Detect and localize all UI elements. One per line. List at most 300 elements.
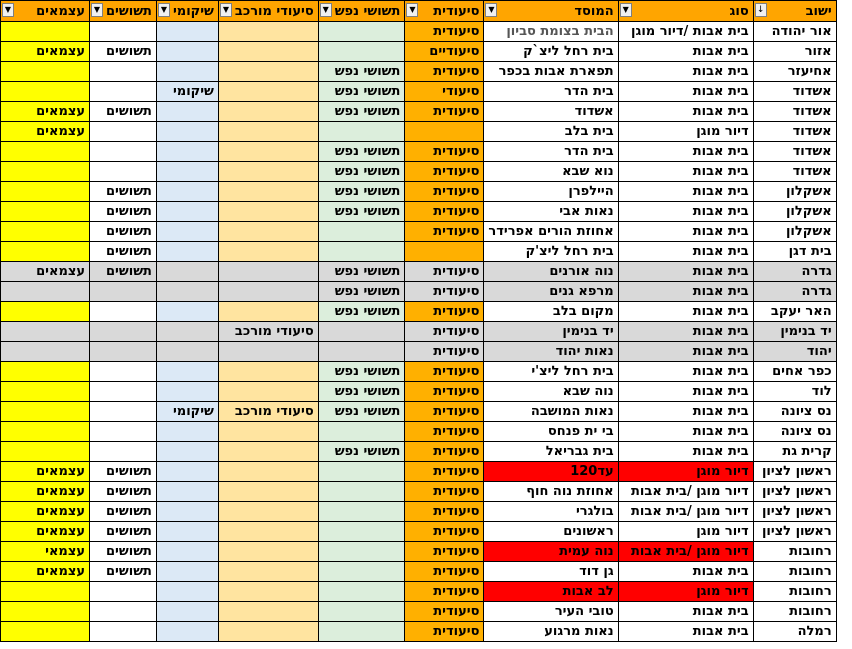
cell-comp[interactable] [218, 542, 318, 562]
cell-name[interactable]: נוה שבא [484, 382, 618, 402]
cell-ind[interactable]: סיעודית [405, 382, 484, 402]
cell-name[interactable]: לב אבות [484, 582, 618, 602]
cell-ind[interactable]: סיעודית [405, 462, 484, 482]
cell-city[interactable]: רחובות [753, 602, 836, 622]
cell-comp[interactable] [218, 202, 318, 222]
cell-type[interactable]: דיור מוגן [618, 122, 753, 142]
cell-comp[interactable] [218, 262, 318, 282]
table-row [1, 522, 837, 542]
cell-tesh[interactable] [90, 302, 157, 322]
cell-rehab[interactable]: שיקומי [156, 402, 218, 422]
cell-psy[interactable]: תשושי נפש [318, 182, 405, 202]
cell-rehab[interactable] [156, 162, 218, 182]
cell-psy[interactable] [318, 42, 405, 62]
cell-psy[interactable] [318, 462, 405, 482]
filter-dropdown-icon[interactable]: ▼ [220, 3, 232, 17]
cell-comp[interactable] [218, 182, 318, 202]
cell-city[interactable]: יהוד [753, 342, 836, 362]
cell-psy[interactable] [318, 322, 405, 342]
cell-comp[interactable] [218, 222, 318, 242]
cell-ind2[interactable] [1, 62, 90, 82]
cell-rehab[interactable] [156, 462, 218, 482]
column-header-5[interactable] [218, 1, 318, 22]
cell-ind2[interactable] [1, 22, 90, 42]
cell-rehab[interactable] [156, 522, 218, 542]
cell-tesh[interactable] [90, 162, 157, 182]
cell-city[interactable]: אשקלון [753, 202, 836, 222]
cell-tesh[interactable] [90, 382, 157, 402]
cell-city[interactable]: רמלה [753, 622, 836, 642]
cell-ind2[interactable]: עצמאים [1, 502, 90, 522]
cell-type[interactable]: בית אבות [618, 302, 753, 322]
cell-type[interactable]: בית אבות [618, 162, 753, 182]
cell-type[interactable]: בית אבות [618, 62, 753, 82]
cell-tesh[interactable] [90, 62, 157, 82]
cell-ind2[interactable]: עצמאים [1, 562, 90, 582]
cell-psy[interactable] [318, 342, 405, 362]
cell-psy[interactable]: תשושי נפש [318, 402, 405, 422]
cell-psy[interactable] [318, 582, 405, 602]
column-header-4[interactable] [318, 1, 405, 22]
cell-ind[interactable]: סיעודית [405, 262, 484, 282]
cell-rehab[interactable] [156, 22, 218, 42]
cell-ind[interactable]: סיעודית [405, 102, 484, 122]
cell-comp[interactable] [218, 362, 318, 382]
cell-city[interactable]: רחובות [753, 582, 836, 602]
cell-name[interactable]: נאות המושבה [484, 402, 618, 422]
cell-type[interactable]: דיור מוגן /בית אבות [618, 502, 753, 522]
cell-ind[interactable]: סיעודית [405, 222, 484, 242]
cell-comp[interactable] [218, 582, 318, 602]
filter-dropdown-icon[interactable]: ▼ [91, 3, 103, 17]
cell-name[interactable]: נאות מרגוע [484, 622, 618, 642]
cell-name[interactable]: נאות אבי [484, 202, 618, 222]
cell-type[interactable]: בית אבות [618, 182, 753, 202]
cell-ind2[interactable] [1, 182, 90, 202]
cell-name[interactable]: הבית בצומת סביון [484, 22, 618, 42]
cell-tesh[interactable]: תשושים [90, 262, 157, 282]
cell-tesh[interactable]: תשושים [90, 482, 157, 502]
cell-type[interactable]: בית אבות [618, 622, 753, 642]
cell-ind[interactable]: סיעודית [405, 362, 484, 382]
cell-rehab[interactable] [156, 582, 218, 602]
cell-ind[interactable]: סיעודית [405, 522, 484, 542]
cell-ind[interactable] [405, 122, 484, 142]
cell-tesh[interactable] [90, 442, 157, 462]
cell-comp[interactable] [218, 342, 318, 362]
cell-tesh[interactable]: תשושים [90, 462, 157, 482]
cell-ind[interactable]: סיעודי [405, 82, 484, 102]
cell-name[interactable]: בי ית פנחס [484, 422, 618, 442]
cell-name[interactable]: נוא שבא [484, 162, 618, 182]
cell-rehab[interactable] [156, 342, 218, 362]
cell-rehab[interactable] [156, 382, 218, 402]
cell-tesh[interactable] [90, 322, 157, 342]
cell-tesh[interactable]: תשושים [90, 242, 157, 262]
cell-ind2[interactable] [1, 302, 90, 322]
cell-ind2[interactable] [1, 82, 90, 102]
cell-psy[interactable]: תשושי נפש [318, 362, 405, 382]
cell-rehab[interactable] [156, 122, 218, 142]
cell-psy[interactable] [318, 482, 405, 502]
cell-ind2[interactable] [1, 282, 90, 302]
cell-type[interactable]: בית אבות [618, 562, 753, 582]
cell-tesh[interactable]: תשושים [90, 542, 157, 562]
cell-city[interactable]: אשדוד [753, 142, 836, 162]
cell-tesh[interactable] [90, 142, 157, 162]
cell-rehab[interactable] [156, 102, 218, 122]
cell-ind2[interactable] [1, 402, 90, 422]
cell-rehab[interactable] [156, 422, 218, 442]
cell-comp[interactable] [218, 22, 318, 42]
cell-comp[interactable] [218, 422, 318, 442]
cell-ind[interactable]: סיעודית [405, 622, 484, 642]
cell-comp[interactable]: סיעודי מורכב [218, 402, 318, 422]
cell-psy[interactable] [318, 522, 405, 542]
cell-rehab[interactable] [156, 202, 218, 222]
column-header-2[interactable] [484, 1, 618, 22]
cell-name[interactable]: נוה אורנים [484, 262, 618, 282]
cell-tesh[interactable]: תשושים [90, 222, 157, 242]
cell-city[interactable]: ראשון לציון [753, 462, 836, 482]
cell-comp[interactable] [218, 382, 318, 402]
cell-comp[interactable] [218, 442, 318, 462]
cell-rehab[interactable] [156, 222, 218, 242]
cell-ind2[interactable]: עצמאים [1, 482, 90, 502]
cell-tesh[interactable]: תשושים [90, 562, 157, 582]
cell-name[interactable]: בית הדר [484, 142, 618, 162]
cell-tesh[interactable]: תשושים [90, 202, 157, 222]
cell-rehab[interactable] [156, 182, 218, 202]
cell-rehab[interactable] [156, 442, 218, 462]
cell-psy[interactable]: תשושי נפש [318, 202, 405, 222]
cell-rehab[interactable] [156, 542, 218, 562]
cell-name[interactable]: תפארת אבות בכפר [484, 62, 618, 82]
cell-comp[interactable] [218, 42, 318, 62]
cell-ind[interactable]: סיעודית [405, 442, 484, 462]
cell-name[interactable]: בית גבריאל [484, 442, 618, 462]
cell-city[interactable]: לוד [753, 382, 836, 402]
cell-comp[interactable] [218, 462, 318, 482]
cell-comp[interactable] [218, 302, 318, 322]
cell-type[interactable]: בית אבות [618, 282, 753, 302]
cell-rehab[interactable] [156, 362, 218, 382]
cell-psy[interactable]: תשושי נפש [318, 102, 405, 122]
cell-ind[interactable]: סיעודית [405, 162, 484, 182]
cell-ind[interactable]: סיעודית [405, 22, 484, 42]
cell-ind2[interactable] [1, 162, 90, 182]
cell-comp[interactable] [218, 162, 318, 182]
cell-ind[interactable]: סיעודית [405, 202, 484, 222]
filter-dropdown-icon[interactable]: ▼ [485, 3, 497, 17]
cell-comp[interactable] [218, 82, 318, 102]
cell-ind2[interactable] [1, 342, 90, 362]
cell-tesh[interactable]: תשושים [90, 182, 157, 202]
cell-tesh[interactable] [90, 342, 157, 362]
cell-ind[interactable]: סיעודית [405, 182, 484, 202]
cell-name[interactable]: היילפרן [484, 182, 618, 202]
cell-city[interactable]: ראשון לציון [753, 522, 836, 542]
cell-type[interactable]: בית אבות [618, 42, 753, 62]
cell-type[interactable]: דיור מוגן [618, 462, 753, 482]
cell-ind[interactable]: סיעודית [405, 482, 484, 502]
cell-comp[interactable] [218, 562, 318, 582]
sort-filter-icon[interactable]: ↓ [755, 3, 767, 17]
cell-type[interactable]: בית אבות [618, 142, 753, 162]
cell-name[interactable]: יד בנימין [484, 322, 618, 342]
cell-rehab[interactable] [156, 262, 218, 282]
cell-tesh[interactable] [90, 422, 157, 442]
cell-psy[interactable] [318, 562, 405, 582]
cell-city[interactable]: אשדוד [753, 162, 836, 182]
cell-psy[interactable]: תשושי נפש [318, 382, 405, 402]
cell-comp[interactable] [218, 142, 318, 162]
cell-rehab[interactable] [156, 502, 218, 522]
cell-type[interactable]: בית אבות /דיור מוגן [618, 22, 753, 42]
cell-ind2[interactable]: עצמאים [1, 522, 90, 542]
cell-city[interactable]: גדרה [753, 282, 836, 302]
cell-type[interactable]: דיור מוגן /בית אבות [618, 482, 753, 502]
cell-city[interactable]: יד בנימין [753, 322, 836, 342]
filter-dropdown-icon[interactable]: ▼ [620, 3, 632, 17]
cell-ind[interactable]: סיעודית [405, 402, 484, 422]
cell-type[interactable]: דיור מוגן [618, 522, 753, 542]
cell-city[interactable]: אחיעזר [753, 62, 836, 82]
cell-comp[interactable] [218, 622, 318, 642]
cell-ind2[interactable] [1, 582, 90, 602]
cell-type[interactable]: בית אבות [618, 402, 753, 422]
cell-ind2[interactable]: עצמאים [1, 42, 90, 62]
cell-rehab[interactable] [156, 562, 218, 582]
column-header-3[interactable] [405, 1, 484, 22]
cell-city[interactable]: נס ציונה [753, 422, 836, 442]
cell-psy[interactable]: תשושי נפש [318, 262, 405, 282]
cell-ind2[interactable]: עצמאי [1, 542, 90, 562]
cell-tesh[interactable] [90, 122, 157, 142]
cell-name[interactable]: בולגרי [484, 502, 618, 522]
cell-type[interactable]: דיור מוגן /בית אבות [618, 542, 753, 562]
cell-rehab[interactable]: שיקומי [156, 82, 218, 102]
column-header-6[interactable] [156, 1, 218, 22]
table-row [1, 242, 837, 262]
column-header-0[interactable] [753, 1, 836, 22]
cell-name[interactable]: בית רחל ליצ'ק [484, 242, 618, 262]
cell-ind[interactable]: סיעודית [405, 602, 484, 622]
cell-city[interactable]: רחובות [753, 542, 836, 562]
cell-psy[interactable]: תשושי נפש [318, 162, 405, 182]
cell-name[interactable]: ראשונים [484, 522, 618, 542]
cell-psy[interactable] [318, 22, 405, 42]
cell-ind2[interactable]: עצמאים [1, 122, 90, 142]
cell-name[interactable]: עד120 [484, 462, 618, 482]
cell-psy[interactable] [318, 422, 405, 442]
cell-comp[interactable] [218, 282, 318, 302]
cell-ind[interactable] [405, 242, 484, 262]
cell-city[interactable]: ראשון לציון [753, 482, 836, 502]
cell-city[interactable]: אזור [753, 42, 836, 62]
cell-ind2[interactable] [1, 622, 90, 642]
cell-rehab[interactable] [156, 482, 218, 502]
cell-tesh[interactable] [90, 582, 157, 602]
cell-name[interactable]: נאות יהוד [484, 342, 618, 362]
cell-tesh[interactable] [90, 282, 157, 302]
cell-ind[interactable]: סיעודית [405, 282, 484, 302]
cell-psy[interactable] [318, 242, 405, 262]
cell-ind2[interactable]: עצמאים [1, 462, 90, 482]
cell-name[interactable]: נוה עמית [484, 542, 618, 562]
cell-rehab[interactable] [156, 602, 218, 622]
cell-ind2[interactable] [1, 442, 90, 462]
cell-ind2[interactable] [1, 222, 90, 242]
filter-dropdown-icon[interactable]: ▼ [406, 3, 418, 17]
filter-dropdown-icon[interactable]: ▼ [2, 3, 14, 17]
cell-city[interactable]: אשקלון [753, 182, 836, 202]
cell-type[interactable]: בית אבות [618, 602, 753, 622]
cell-city[interactable]: נס ציונה [753, 402, 836, 422]
cell-tesh[interactable] [90, 602, 157, 622]
cell-rehab[interactable] [156, 622, 218, 642]
cell-ind2[interactable] [1, 362, 90, 382]
cell-ind2[interactable] [1, 382, 90, 402]
cell-psy[interactable]: תשושי נפש [318, 142, 405, 162]
cell-ind2[interactable] [1, 322, 90, 342]
cell-city[interactable]: האר יעקב [753, 302, 836, 322]
cell-name[interactable]: אחוזת הורים אפרידר [484, 222, 618, 242]
cell-ind2[interactable] [1, 602, 90, 622]
cell-comp[interactable] [218, 122, 318, 142]
cell-name[interactable]: בית רחל ליצ`ק [484, 42, 618, 62]
cell-psy[interactable] [318, 602, 405, 622]
cell-city[interactable]: כפר אחים [753, 362, 836, 382]
cell-comp[interactable]: סיעודי מורכב [218, 322, 318, 342]
cell-type[interactable]: בית אבות [618, 322, 753, 342]
cell-comp[interactable] [218, 502, 318, 522]
filter-dropdown-icon[interactable]: ▼ [320, 3, 332, 17]
cell-type[interactable]: בית אבות [618, 202, 753, 222]
cell-tesh[interactable] [90, 402, 157, 422]
cell-city[interactable]: רחובות [753, 562, 836, 582]
cell-psy[interactable] [318, 502, 405, 522]
cell-ind2[interactable]: עצמאים [1, 102, 90, 122]
cell-tesh[interactable] [90, 82, 157, 102]
cell-city[interactable]: אשדוד [753, 102, 836, 122]
cell-type[interactable]: בית אבות [618, 422, 753, 442]
cell-psy[interactable]: תשושי נפש [318, 82, 405, 102]
cell-comp[interactable] [218, 522, 318, 542]
cell-tesh[interactable] [90, 622, 157, 642]
cell-tesh[interactable]: תשושים [90, 502, 157, 522]
cell-ind2[interactable] [1, 202, 90, 222]
cell-name[interactable]: טובי העיר [484, 602, 618, 622]
cell-psy[interactable]: תשושי נפש [318, 302, 405, 322]
cell-type[interactable]: בית אבות [618, 82, 753, 102]
cell-tesh[interactable] [90, 362, 157, 382]
cell-city[interactable]: אשקלון [753, 222, 836, 242]
cell-ind[interactable]: סיעודית [405, 542, 484, 562]
cell-name[interactable]: מקום בלב [484, 302, 618, 322]
filter-dropdown-icon[interactable]: ▼ [158, 3, 170, 17]
cell-city[interactable]: אור יהודה [753, 22, 836, 42]
cell-ind2[interactable] [1, 242, 90, 262]
cell-type[interactable]: בית אבות [618, 242, 753, 262]
cell-type[interactable]: דיור מוגן [618, 582, 753, 602]
cell-name[interactable]: גן דוד [484, 562, 618, 582]
cell-ind[interactable]: סיעודית [405, 62, 484, 82]
cell-type[interactable]: בית אבות [618, 102, 753, 122]
cell-rehab[interactable] [156, 322, 218, 342]
cell-rehab[interactable] [156, 62, 218, 82]
cell-rehab[interactable] [156, 302, 218, 322]
cell-psy[interactable]: תשושי נפש [318, 62, 405, 82]
cell-city[interactable]: ראשון לציון [753, 502, 836, 522]
cell-tesh[interactable]: תשושים [90, 522, 157, 542]
cell-name[interactable]: אחוזת נוה חוף [484, 482, 618, 502]
cell-rehab[interactable] [156, 282, 218, 302]
cell-psy[interactable] [318, 542, 405, 562]
cell-ind[interactable]: סיעודית [405, 302, 484, 322]
column-header-8[interactable] [1, 1, 90, 22]
cell-comp[interactable] [218, 602, 318, 622]
column-header-1[interactable] [618, 1, 753, 22]
cell-ind[interactable]: סיעודית [405, 342, 484, 362]
cell-ind[interactable]: סיעודית [405, 422, 484, 442]
cell-name[interactable]: בית הדר [484, 82, 618, 102]
cell-tesh[interactable]: תשושים [90, 42, 157, 62]
cell-ind2[interactable] [1, 142, 90, 162]
cell-type[interactable]: בית אבות [618, 342, 753, 362]
cell-ind2[interactable] [1, 422, 90, 442]
cell-comp[interactable] [218, 102, 318, 122]
cell-psy[interactable] [318, 122, 405, 142]
cell-type[interactable]: בית אבות [618, 222, 753, 242]
cell-psy[interactable] [318, 222, 405, 242]
cell-rehab[interactable] [156, 142, 218, 162]
cell-psy[interactable] [318, 622, 405, 642]
cell-name[interactable]: מרפא גנים [484, 282, 618, 302]
cell-rehab[interactable] [156, 42, 218, 62]
cell-type[interactable]: בית אבות [618, 382, 753, 402]
cell-ind[interactable]: סיעודית [405, 142, 484, 162]
cell-name[interactable]: בית בלב [484, 122, 618, 142]
cell-psy[interactable]: תשושי נפש [318, 442, 405, 462]
cell-ind2[interactable]: עצמאים [1, 262, 90, 282]
cell-comp[interactable] [218, 482, 318, 502]
cell-city[interactable]: אשדוד [753, 122, 836, 142]
cell-name[interactable]: אשדוד [484, 102, 618, 122]
cell-rehab[interactable] [156, 242, 218, 262]
table-row [1, 102, 837, 122]
cell-name[interactable]: בית רחל ליצ'י [484, 362, 618, 382]
cell-city[interactable]: קרית גת [753, 442, 836, 462]
cell-ind[interactable]: סיעודית [405, 562, 484, 582]
cell-comp[interactable] [218, 242, 318, 262]
cell-psy[interactable]: תשושי נפש [318, 282, 405, 302]
cell-tesh[interactable] [90, 22, 157, 42]
cell-ind[interactable]: סיעודית [405, 502, 484, 522]
cell-ind[interactable]: סיעודית [405, 322, 484, 342]
cell-comp[interactable] [218, 62, 318, 82]
cell-ind[interactable]: סיעודיים [405, 42, 484, 62]
cell-city[interactable]: בית דגן [753, 242, 836, 262]
cell-tesh[interactable]: תשושים [90, 102, 157, 122]
cell-ind[interactable]: סיעודית [405, 582, 484, 602]
cell-type[interactable]: בית אבות [618, 262, 753, 282]
cell-type[interactable]: בית אבות [618, 442, 753, 462]
column-header-7[interactable] [90, 1, 157, 22]
cell-type[interactable]: בית אבות [618, 362, 753, 382]
cell-city[interactable]: גדרה [753, 262, 836, 282]
cell-city[interactable]: אשדוד [753, 82, 836, 102]
